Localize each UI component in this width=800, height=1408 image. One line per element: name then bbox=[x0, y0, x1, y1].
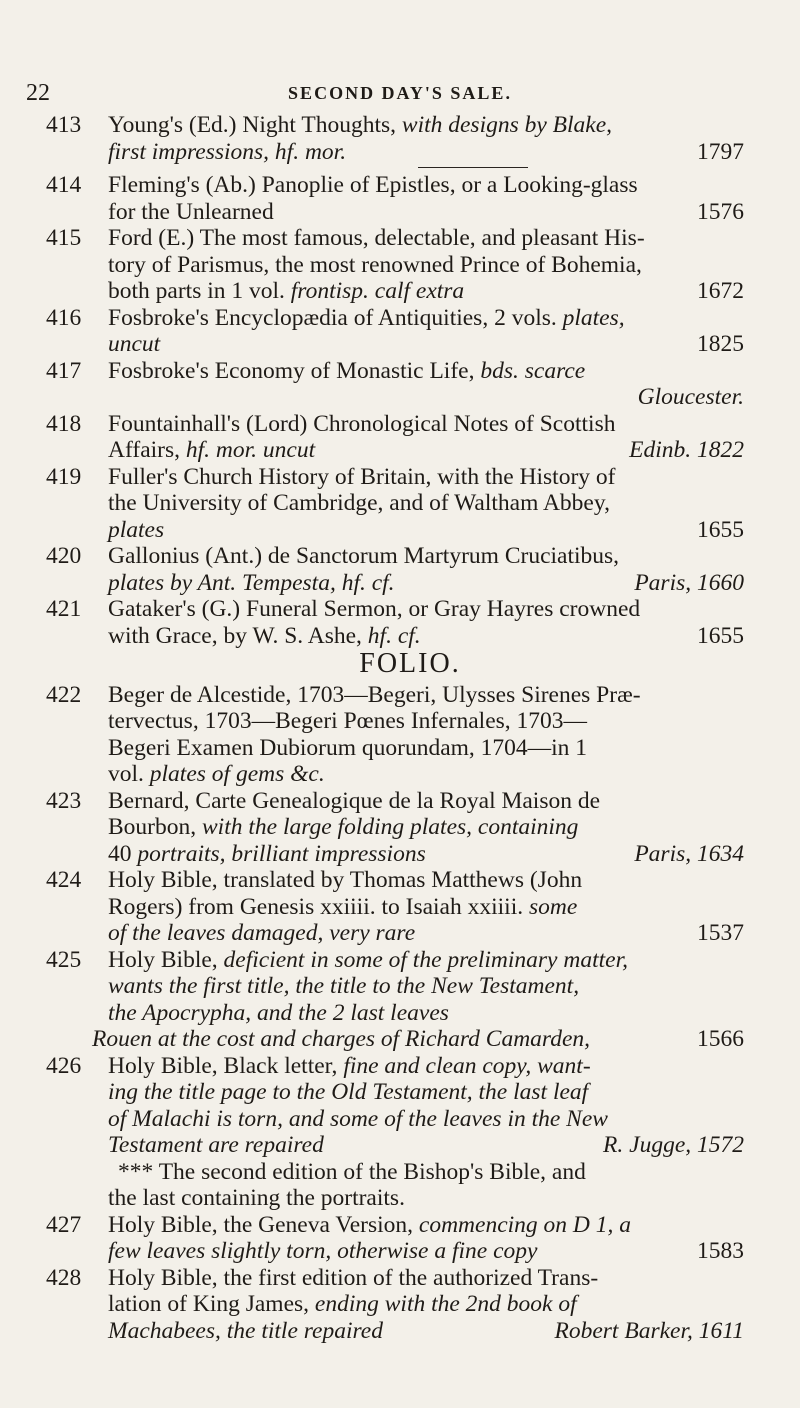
lot-imprint: R. Jugge, 1572 bbox=[603, 1132, 744, 1158]
lot-date: 1566 bbox=[697, 1026, 744, 1052]
lot-425 bbox=[0, 947, 800, 1027]
lot-description: hf. cf. bbox=[367, 622, 421, 649]
lot-imprint: Edinb. 1822 bbox=[629, 437, 744, 463]
lot-418 bbox=[0, 411, 800, 464]
lot-text: the University of Cambridge, and of Waltham Abbey, bbox=[108, 490, 610, 516]
lot-text: Fountainhall's (Lord) Chronological Notes of Scottish bbox=[108, 410, 616, 437]
lot-text: Holy Bible, translated by Thomas Matthews (John bbox=[108, 867, 583, 893]
lot-text: vol. bbox=[108, 761, 150, 787]
divider-rule bbox=[418, 167, 528, 168]
lot-text: Fuller's Church History of Britain, with the History of bbox=[108, 463, 616, 490]
lot-text: Holy Bible, the first edition of the authorized Trans- bbox=[108, 1264, 599, 1291]
lot-text: Gataker's (G.) Funeral Sermon, or Gray Hayres crowned bbox=[108, 596, 641, 622]
lot-text: Bernard, Carte Genealogique de la Royal Maison de bbox=[108, 787, 601, 814]
lot-date: 1797 bbox=[697, 138, 744, 165]
note-text: *** The second edition of the Bishop's Bible, and bbox=[118, 1158, 586, 1185]
lot-description: first impressions, hf. mor. bbox=[108, 138, 347, 165]
lot-text: both parts in 1 vol. bbox=[108, 278, 291, 304]
lot-text: Holy Bible, Black letter, bbox=[108, 1052, 344, 1079]
lot-text: with Grace, by W. S. Ashe, bbox=[108, 622, 368, 649]
lot-text: 40 bbox=[108, 840, 138, 867]
lot-description: with the large folding plates, containing bbox=[202, 814, 579, 840]
lot-date: 1655 bbox=[697, 622, 744, 649]
lot-text: tory of Parismus, the most renowned Prince of Bohemia, bbox=[108, 251, 642, 278]
page-number: 22 bbox=[26, 80, 50, 106]
lot-426 bbox=[0, 1053, 800, 1159]
lot-description: of Malachi is torn, and some of the leaves in the New bbox=[108, 1105, 608, 1132]
lot-description: fine and clean copy, want- bbox=[343, 1052, 591, 1079]
lot-description: few leaves slightly torn, otherwise a fine copy bbox=[108, 1238, 538, 1264]
lot-426-note bbox=[0, 1159, 800, 1212]
lot-415 bbox=[0, 225, 800, 305]
lot-date: 1825 bbox=[697, 331, 744, 357]
lot-date: 1576 bbox=[697, 198, 744, 225]
lot-number: 420 bbox=[46, 543, 82, 569]
lot-number: 427 bbox=[46, 1211, 82, 1238]
lot-description: Machabees, the title repaired bbox=[108, 1317, 383, 1344]
lot-text: Gallonius (Ant.) de Sanctorum Martyrum Cruciatibus, bbox=[108, 543, 620, 569]
lot-420 bbox=[0, 543, 800, 596]
lot-text: Begeri Examen Dubiorum quorundam, 1704—in 1 bbox=[108, 734, 588, 761]
lot-place: Gloucester. bbox=[637, 384, 744, 410]
lot-description: ending with the 2nd book of bbox=[314, 1291, 577, 1317]
lot-description: of the leaves damaged, very rare bbox=[108, 920, 416, 946]
lot-number: 419 bbox=[46, 463, 82, 490]
lot-text: tervectus, 1703—Begeri Pœnes Infernales, 1703— bbox=[108, 708, 588, 734]
lot-description: wants the first title, the title to the New Testament, bbox=[108, 973, 580, 999]
lot-427 bbox=[0, 1212, 800, 1265]
lot-number: 423 bbox=[46, 787, 82, 814]
lot-417 bbox=[0, 358, 800, 411]
lot-number: 414 bbox=[46, 172, 82, 198]
lot-imprint: Robert Barker, 1611 bbox=[554, 1317, 744, 1344]
lot-text: Fleming's (Ab.) Panoplie of Epistles, or a Looking-glass bbox=[108, 172, 638, 198]
lot-description: some bbox=[528, 893, 578, 920]
lot-text: Fosbroke's Economy of Monastic Life, bbox=[108, 357, 481, 384]
lot-text: Ford (E.) The most famous, delectable, and pleasant His- bbox=[108, 225, 645, 251]
lot-414 bbox=[0, 172, 800, 225]
lot-imprint: Rouen at the cost and charges of Richard Camarden, bbox=[92, 1026, 590, 1052]
lot-text: lation of King James, bbox=[108, 1291, 315, 1317]
lot-date: 1655 bbox=[697, 516, 744, 543]
lot-date: 1537 bbox=[697, 920, 744, 946]
lot-description: the Apocrypha, and the 2 last leaves bbox=[108, 999, 449, 1026]
lot-date: 1672 bbox=[697, 278, 744, 304]
lot-description: ing the title page to the Old Testament, the last leaf bbox=[108, 1079, 589, 1105]
lot-number: 422 bbox=[46, 681, 82, 708]
lot-description: hf. mor. uncut bbox=[185, 437, 316, 463]
lot-413 bbox=[0, 112, 800, 165]
lot-425-imprint bbox=[0, 1026, 800, 1053]
lot-text: Beger de Alcestide, 1703—Begeri, Ulysses Sirenes Præ- bbox=[108, 681, 641, 708]
lot-text: Affairs, bbox=[108, 437, 186, 463]
lot-description: Testament are repaired bbox=[108, 1132, 324, 1158]
lot-number: 428 bbox=[46, 1264, 82, 1291]
lot-description: bds. scarce bbox=[480, 357, 586, 384]
lot-428 bbox=[0, 1265, 800, 1345]
lot-416 bbox=[0, 305, 800, 358]
lot-number: 416 bbox=[46, 304, 82, 331]
lot-424 bbox=[0, 867, 800, 947]
lot-number: 418 bbox=[46, 410, 82, 437]
lot-text: Bourbon, bbox=[108, 814, 202, 840]
lot-description: uncut bbox=[108, 331, 161, 357]
lot-number: 426 bbox=[46, 1052, 82, 1079]
lot-description: commencing on D 1, a bbox=[418, 1211, 631, 1238]
lot-date: 1583 bbox=[697, 1238, 744, 1264]
lot-description: with designs by Blake, bbox=[401, 112, 613, 138]
lot-list bbox=[0, 112, 800, 1344]
lot-number: 424 bbox=[46, 867, 82, 893]
lot-text: Holy Bible, the Geneva Version, bbox=[108, 1211, 419, 1238]
lot-description: plates, bbox=[562, 304, 625, 331]
lot-419 bbox=[0, 464, 800, 544]
lot-number: 425 bbox=[46, 946, 82, 973]
lot-description: deficient in some of the preliminary matter, bbox=[223, 946, 628, 973]
running-head: SECOND DAY'S SALE. bbox=[288, 83, 512, 103]
lot-description: plates of gems &c. bbox=[149, 761, 325, 787]
lot-number: 417 bbox=[46, 357, 82, 384]
lot-text: for the Unlearned bbox=[108, 198, 274, 225]
lot-description: plates by Ant. Tempesta, hf. cf. bbox=[108, 569, 395, 596]
lot-imprint: Paris, 1660 bbox=[634, 569, 744, 596]
note-text: the last containing the portraits. bbox=[108, 1185, 405, 1211]
lot-number: 413 bbox=[46, 112, 82, 138]
lot-imprint: Paris, 1634 bbox=[634, 840, 744, 867]
section-title-folio: FOLIO. bbox=[359, 648, 461, 679]
lot-421 bbox=[0, 596, 800, 649]
lot-description: plates bbox=[108, 516, 165, 543]
lot-description: frontisp. calf extra bbox=[290, 278, 465, 304]
lot-text: Holy Bible, bbox=[108, 946, 224, 973]
lot-text: Rogers) from Genesis xxiiii. to Isaiah xxiiii. bbox=[108, 893, 529, 920]
lot-text: Young's (Ed.) Night Thoughts, bbox=[108, 112, 402, 138]
lot-number: 421 bbox=[46, 596, 82, 622]
lot-number: 415 bbox=[46, 225, 82, 251]
lot-description: portraits, brilliant impressions bbox=[137, 840, 426, 867]
lot-text: Fosbroke's Encyclopædia of Antiquities, 2 vols. bbox=[108, 304, 563, 331]
lot-423 bbox=[0, 788, 800, 868]
lot-422 bbox=[0, 682, 800, 788]
